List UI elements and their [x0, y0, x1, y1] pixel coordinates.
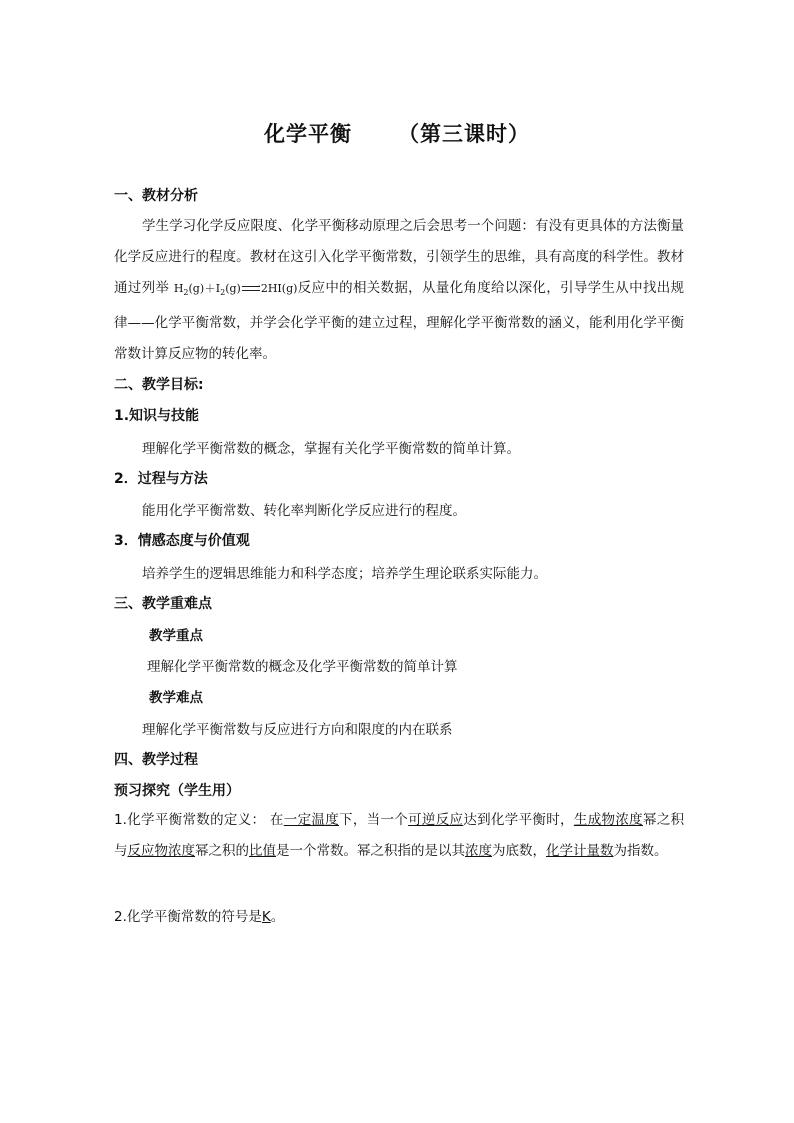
question-2: 2.化学平衡常数的符号是K。 [114, 909, 285, 925]
difficult-point-heading: 教学难点 [149, 690, 203, 706]
objective-1-text: 理解化学平衡常数的概念，掌握有关化学平衡常数的简单计算。 [142, 441, 520, 457]
objective-2-text: 能用化学平衡常数、转化率判断化学反应进行的程度。 [142, 503, 466, 519]
section-heading-key-points: 三、教学重难点 [114, 596, 212, 612]
preview-heading: 预习探究（学生用） [114, 783, 240, 799]
reaction-formula: $H_2(g)+I_2(g)$ ⇀ 2HI(g) [173, 282, 298, 298]
difficult-point-text: 理解化学平衡常数与反应进行方向和限度的内在联系 [142, 722, 453, 738]
equilibrium-arrow-icon: ⇀ [241, 284, 261, 294]
section-heading-process: 四、教学过程 [114, 752, 198, 768]
question-1: 1.化学平衡常数的定义： 在一定温度下，当一个可逆反应达到化学平衡时，生成物浓度幂之积与反应物浓度幂之积的比值是一个常数。幂之积指的是以其浓度为底数，化学计量数为指数。 [114, 812, 685, 859]
objective-3-text: 培养学生的逻辑思维能力和科学态度；培养学生理论联系实际能力。 [142, 566, 547, 582]
title-main: 化学平衡 [264, 122, 352, 146]
objective-1-heading: 1.知识与技能 [114, 408, 200, 424]
key-point-heading: 教学重点 [149, 628, 203, 644]
analysis-paragraph: 学生学习化学反应限度、化学平衡移动原理之后会思考一个问题：有没有更具体的方法衡量化学反应进行的程度。教材在这引入化学平衡常数，引领学生的思维，具有高度的科学性。教材通过列举 $H_2(g)+I_2(g)$ ⇀ 2HI(g)反应中的相关数据，从量化角度给以深化，引导学生从中找出规律——化学平衡常数，并学会化学平衡的建立过程，理解化学平衡常数的涵义，能利用化学平衡常数计算反应物的转化率。 [114, 218, 685, 363]
section-heading-analysis: 一、教材分析 [114, 188, 198, 204]
objective-2-heading: 2．过程与方法 [114, 471, 208, 487]
section-heading-objectives: 二、教学目标: [114, 377, 204, 393]
key-point-text: 理解化学平衡常数的概念及化学平衡常数的简单计算 [147, 659, 458, 675]
page-title [0, 118, 794, 148]
title-sub: （第三课时） [398, 122, 530, 146]
objective-3-heading: 3．情感态度与价值观 [114, 533, 250, 549]
